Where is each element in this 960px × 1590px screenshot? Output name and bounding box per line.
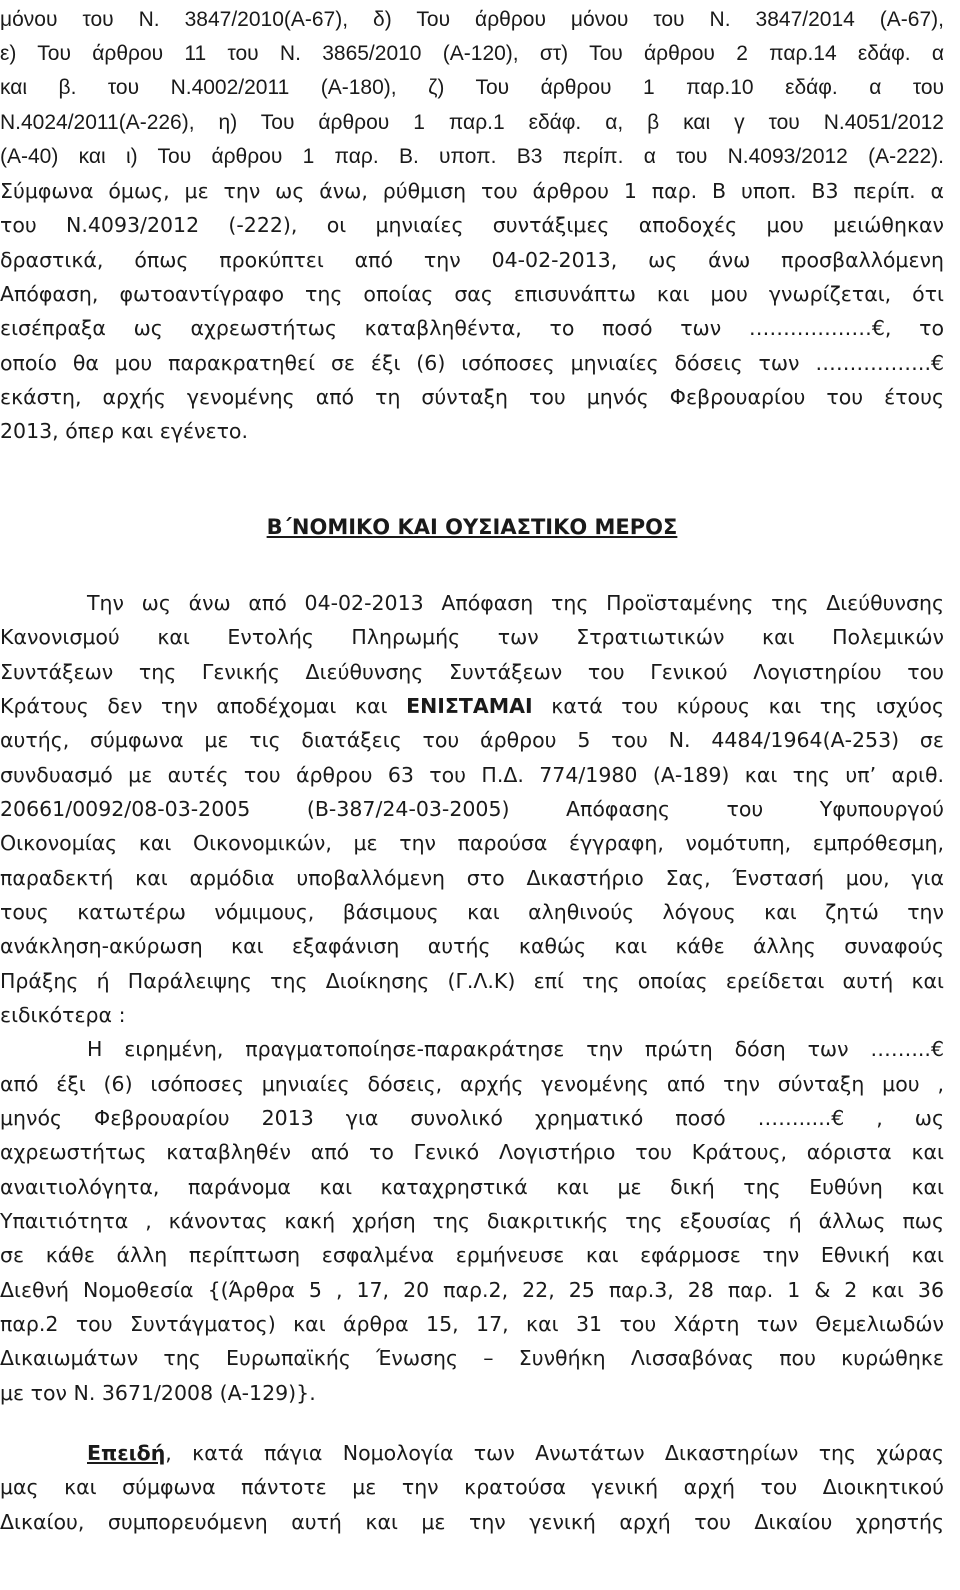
text-line: Ν.4024/2011(Α-226), η) Του άρθρου 1 παρ.1 εδάφ. α, β και γ του Ν.4051/2012	[0, 111, 944, 134]
text-line: αυτής, σύμφωνα με τις διατάξεις του άρθρου 5 του Ν. 4484/1964(Α-253) σε	[0, 728, 944, 752]
text-line: συνδυασμό με αυτές του άρθρου 63 του Π.Δ. 774/1980 (Α-189) και της υπ’ αριθ.	[0, 763, 944, 787]
text-line: μας και σύμφωνα πάντοτε με την κρατούσα γενική αρχή του Διοικητικού	[0, 1475, 944, 1499]
text-line: αναιτιολόγητα, παράνομα και καταχρηστικά και με δική της Ευθύνη και	[0, 1175, 944, 1199]
text-line: ανάκληση-ακύρωση και εξαφάνιση αυτής καθώς και κάθε άλλης συναφούς	[0, 934, 944, 958]
text-line: Συντάξεων της Γενικής Διεύθυνσης Συντάξεων του Γενικού Λογιστηρίου του	[0, 660, 944, 684]
paragraph-first-line: Η ειρημένη, πραγματοποίησε-παρακράτησε την πρώτη δόση των ……...€	[87, 1037, 944, 1061]
text-line: μηνός Φεβρουαρίου 2013 για συνολικό χρηματικό ποσό …….....€ , ως	[0, 1106, 944, 1130]
text-line: οποίο θα μου παρακρατηθεί σε έξι (6) ισόποσες μηνιαίες δόσεις των ……………..€	[0, 351, 944, 375]
emphasis-enistamai: ΕΝΙΣΤΑΜΑΙ	[406, 694, 533, 718]
text-line: ε) Του άρθρου 11 του Ν. 3865/2010 (Α-120), στ) Του άρθρου 2 παρ.14 εδάφ. α	[0, 42, 944, 65]
paragraph-first-line	[87, 1436, 944, 1470]
text-span: κατά του κύρους και της ισχύος	[532, 694, 944, 718]
text-line: 2013, όπερ και εγένετο.	[0, 419, 248, 443]
text-line: Διεθνή Νομοθεσία {(Άρθρα 5 , 17, 20 παρ.2, 22, 25 παρ.3, 28 παρ. 1 & 2 και 36	[0, 1278, 944, 1302]
text-span: , κατά πάγια Νομολογία των Ανωτάτων Δικαστηρίων της χώρας	[165, 1441, 944, 1465]
text-line: με τον Ν. 3671/2008 (Α-129)}.	[0, 1381, 316, 1405]
text-line: Σύμφωνα όμως, με την ως άνω, ρύθμιση του άρθρου 1 παρ. Β υποπ. Β3 περίπ. α	[0, 179, 944, 203]
text-line: Απόφαση, φωτοαντίγραφο της οποίας σας επισυνάπτω και μου γνωρίζεται, ότι	[0, 282, 944, 306]
text-line: Δικαιωμάτων της Ευρωπαϊκής Ένωσης – Συνθήκη Λισσαβόνας που κυρώθηκε	[0, 1346, 944, 1370]
text-line: παραδεκτή και αρμόδια υποβαλλόμενη στο Δικαστήριο Σας, Ένστασή μου, για	[0, 866, 944, 890]
text-span: Κράτους δεν την αποδέχομαι και	[0, 694, 407, 718]
text-line: αχρεωστήτως καταβληθέν από το Γενικό Λογιστήριο του Κράτους, αόριστα και	[0, 1140, 944, 1164]
paragraph-first-line: Την ως άνω από 04-02-2013 Απόφαση της Προϊσταμένης της Διεύθυνσης	[87, 591, 944, 615]
emphasis-epeidi: Επειδή	[87, 1441, 166, 1465]
text-line: Κανονισμού και Εντολής Πληρωμής των Στρατιωτικών και Πολεμικών	[0, 625, 944, 649]
text-line-with-emphasis	[0, 689, 944, 723]
text-line: Υπαιτιότητα , κάνοντας κακή χρήση της διακριτικής της εξουσίας ή άλλως πως	[0, 1209, 944, 1233]
text-line: Οικονομίας και Οικονομικών, με την παρούσα έγγραφη, νομότυπη, εμπρόθεσμη,	[0, 831, 944, 855]
text-line: τους κατωτέρω νόμιμους, βάσιμους και αληθινούς λόγους και ζητώ την	[0, 900, 944, 924]
text-line: και β. του Ν.4002/2011 (Α-180), ζ) Του άρθρου 1 παρ.10 εδάφ. α του	[0, 76, 944, 99]
text-line: 20661/0092/08-03-2005 (Β-387/24-03-2005) Απόφασης του Υφυπουργού	[0, 797, 944, 821]
text-line: εκάστη, αρχής γενομένης από τη σύνταξη του μηνός Φεβρουαρίου του έτους	[0, 385, 944, 409]
text-line: Πράξης ή Παράλειψης της Διοίκησης (Γ.Λ.Κ) επί της οποίας ερείδεται αυτή και	[0, 969, 944, 993]
text-line: σε κάθε άλλη περίπτωση εσφαλμένα ερμήνευσε και εφάρμοσε την Εθνική και	[0, 1243, 944, 1267]
section-heading: Β΄ΝΟΜΙΚΟ ΚΑΙ ΟΥΣΙΑΣΤΙΚΟ ΜΕΡΟΣ	[266, 515, 678, 539]
text-line: Δικαίου, συμπορευόμενη αυτή και με την γενική αρχή του Δικαίου χρηστής	[0, 1510, 944, 1534]
text-line: του Ν.4093/2012 (-222), οι μηνιαίες συντάξιμες αποδοχές μου μειώθηκαν	[0, 213, 944, 237]
text-line: εισέπραξα ως αχρεωστήτως καταβληθέντα, το ποσό των ………………€, το	[0, 316, 944, 340]
text-line: από έξι (6) ισόποσες μηνιαίες δόσεις, αρχής γενομένης από την σύνταξη μου ,	[0, 1072, 944, 1096]
text-line: δραστικά, όπως προκύπτει από την 04-02-2013, ως άνω προσβαλλόμενη	[0, 248, 944, 272]
text-line: (Α-40) και ι) Του άρθρου 1 παρ. Β. υποπ. Β3 περίπ. α του Ν.4093/2012 (Α-222).	[0, 145, 944, 168]
text-line: παρ.2 του Συντάγματος) και άρθρα 15, 17, και 31 του Χάρτη των Θεμελιωδών	[0, 1312, 944, 1336]
text-line: μόνου του Ν. 3847/2010(Α-67), δ) Του άρθρου μόνου του Ν. 3847/2014 (Α-67),	[0, 8, 944, 31]
text-line: ειδικότερα :	[0, 1003, 126, 1027]
